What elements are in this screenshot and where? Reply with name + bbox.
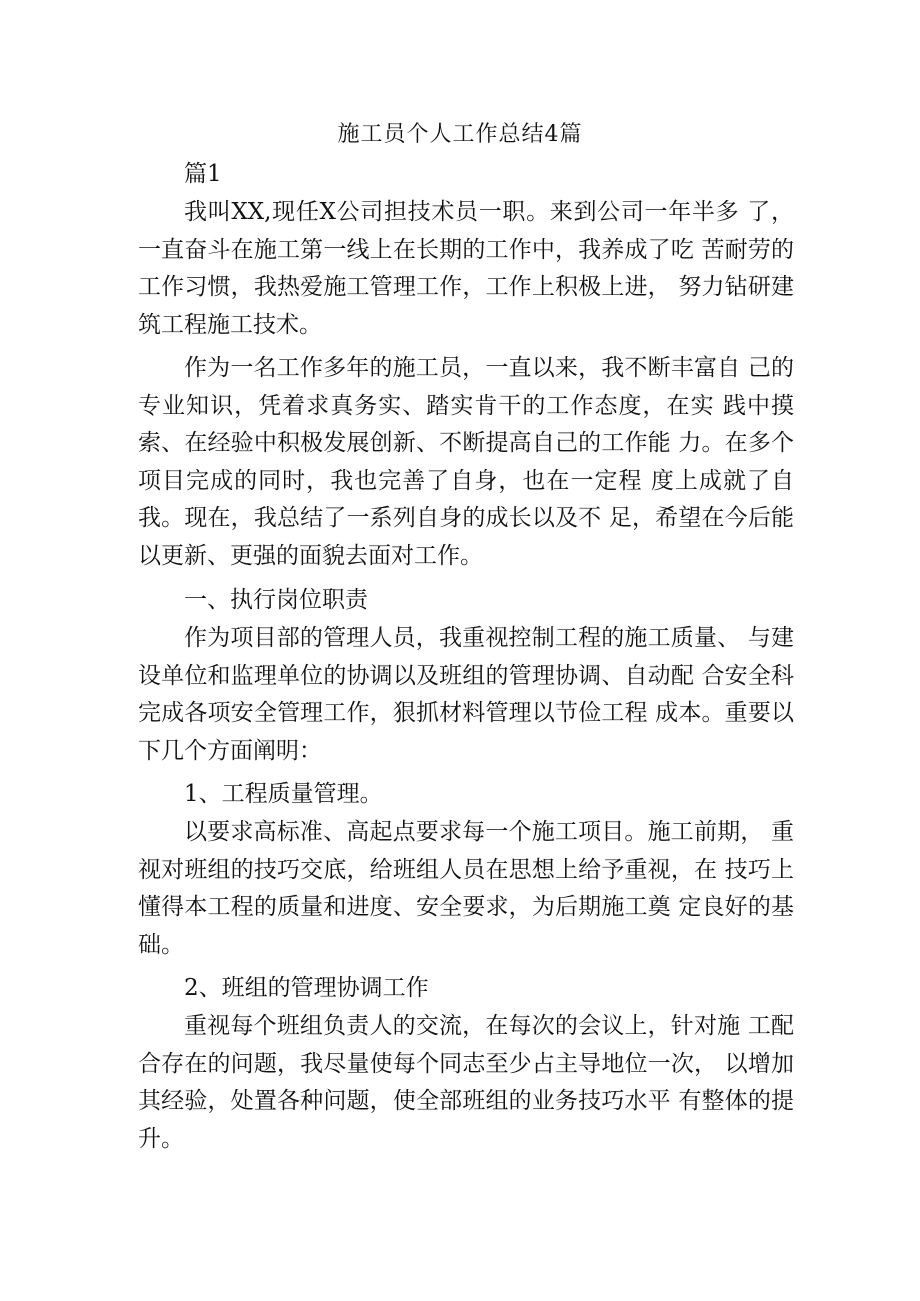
paragraph-teams: 重视每个班组负责人的交流，在每次的会议上，针对施 工配合存在的问题，我尽量使每个同志至少占主导地位一次， 以增加其经验，处置各种问题，使全部班组的业务技巧水平 有整体的提升。: [138, 1013, 794, 1152]
paragraph-duties: 作为项目部的管理人员，我重视控制工程的施工质量、 与建设单位和监理单位的协调以及班组的管理协调、自动配 合安全科完成各项安全管理工作，狠抓材料管理以节俭工程 成本。重要以下几个方面阐明：: [138, 625, 794, 764]
heading-teams: 2、班组的管理协调工作: [184, 975, 429, 1001]
paragraph-quality: 以要求高标准、高起点要求每一个施工项目。施工前期， 重视对班组的技巧交底，给班组人员在思想上给予重视，在 技巧上懂得本工程的质量和进度、安全要求，为后期施工奠 定良好的基础。: [138, 819, 794, 958]
paragraph-experience: 作为一名工作多年的施工员，一直以来，我不断丰富自 己的专业知识，凭着求真务实、踏实肯干的工作态度，在实 践中摸索、在经验中积极发展创新、不断提高自己的工作能 力。在多个项目完成的同时，我也完善了自身，也在一定程 度上成就了自我。现在，我总结了一系列自身的成长以及不 足，希望在今后能以更新、更强的面貌去面对工作。: [138, 355, 794, 569]
document-title: 施工员个人工作总结4篇: [337, 122, 583, 147]
paragraph-intro: 我叫XX,现任X公司担技术员一职。来到公司一年半多 了，一直奋斗在施工第一线上在长期的工作中，我养成了吃 苦耐劳的工作习惯，我热爱施工管理工作，工作上积极上进， 努力钻研建筑工程施工技术。: [138, 199, 794, 338]
heading-quality: 1、工程质量管理。: [184, 781, 383, 807]
heading-duties: 一、执行岗位职责: [184, 587, 368, 613]
section-label: 篇1: [184, 161, 222, 187]
